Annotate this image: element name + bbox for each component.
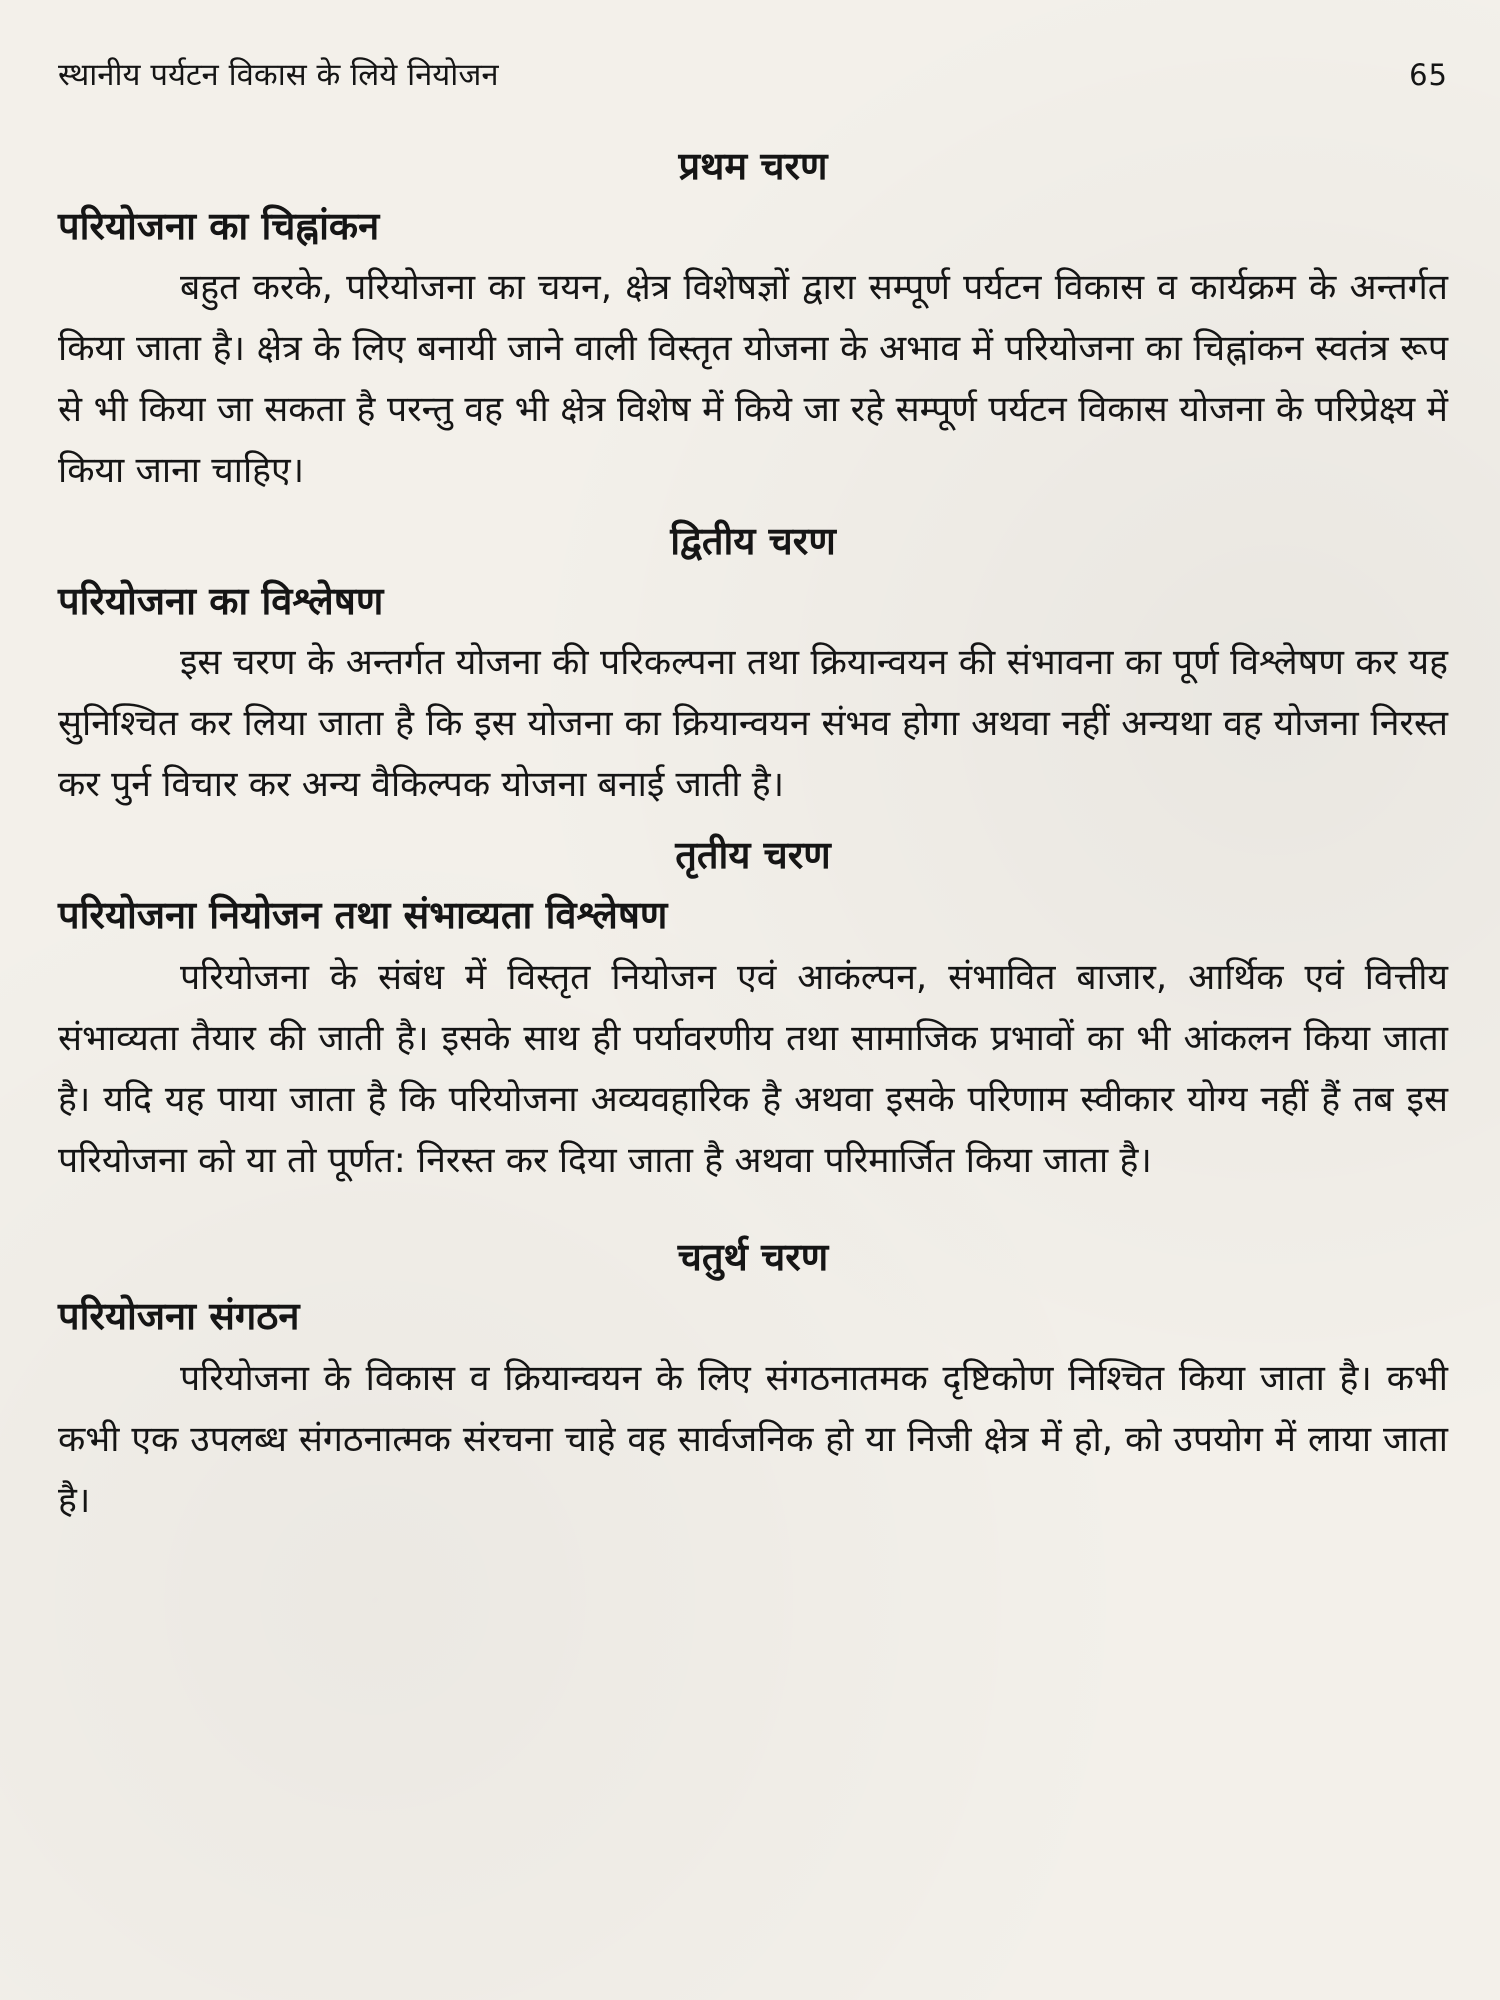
body-paragraph: इस चरण के अन्तर्गत योजना की परिकल्पना तथा क्रियान्वयन की संभावना का पूर्ण विश्लेषण कर यह सुनिश्चित कर लिया जाता है कि इस योजना का क्रियान्वयन संभव होगा अथवा नहीं अन्यथा वह योजना निरस्त कर पुर्न विचार कर अन्य वैकिल्पक योजना बनाई जाती है। <box>58 642 1448 806</box>
phase-title: चतुर्थ चरण <box>677 1234 829 1279</box>
body-paragraph: बहुत करके, परियोजना का चयन, क्षेत्र विशेषज्ञों द्वारा सम्पूर्ण पर्यटन विकास व कार्यक्रम के अन्तर्गत किया जाता है। क्षेत्र के लिए बनायी जाने वाली विस्तृत योजना के अभाव में परियोजना का चिह्नांकन स्वतंत्र रूप से भी किया जा सकता है परन्तु वह भी क्षेत्र विशेष में किये जा रहे सम्पूर्ण पर्यटन विकास योजना के परिप्रेक्ष्य में किया जाना चाहिए। <box>58 267 1448 492</box>
section-heading: परियोजना संगठन <box>58 1294 300 1339</box>
section-heading: परियोजना का विश्लेषण <box>58 578 384 623</box>
section-phase-3 <box>58 833 1448 1190</box>
section-phase-1 <box>58 144 1448 501</box>
phase-title: द्वितीय चरण <box>670 519 836 564</box>
body-paragraph: परियोजना के विकास व क्रियान्वयन के लिए संगठनातमक दृष्टिकोण निश्चित किया जाता है। कभी कभी एक उपलब्ध संगठनात्मक संरचना चाहे वह सार्वजनिक हो या निजी क्षेत्र में हो, को उपयोग में लाया जाता है। <box>58 1357 1448 1521</box>
section-heading: परियोजना नियोजन तथा संभाव्यता विश्लेषण <box>58 892 668 937</box>
page-number: 65 <box>1409 58 1448 92</box>
phase-title: प्रथम चरण <box>678 144 828 188</box>
body-paragraph: परियोजना के संबंध में विस्तृत नियोजन एवं आकंल्पन, संभावित बाजार, आर्थिक एवं वित्तीय संभाव्यता तैयार की जाती है। इसके साथ ही पर्यावरणीय तथा सामाजिक प्रभावों का भी आंकलन किया जाता है। यदि यह पाया जाता है कि परियोजना अव्यवहारिक है अथवा इसके परिणाम स्वीकार योग्य नहीं हैं तब इस परियोजना को या तो पूर्णत: निरस्त कर दिया जाता है अथवा परिमार्जित किया जाता है। <box>58 956 1448 1181</box>
section-phase-2 <box>58 519 1448 815</box>
phase-title: तृतीय चरण <box>675 833 831 878</box>
running-title: स्थानीय पर्यटन विकास के लिये नियोजन <box>58 57 499 93</box>
section-phase-4 <box>58 1235 1448 1531</box>
page-header <box>58 58 1448 108</box>
section-heading: परियोजना का चिह्नांकन <box>58 203 380 248</box>
